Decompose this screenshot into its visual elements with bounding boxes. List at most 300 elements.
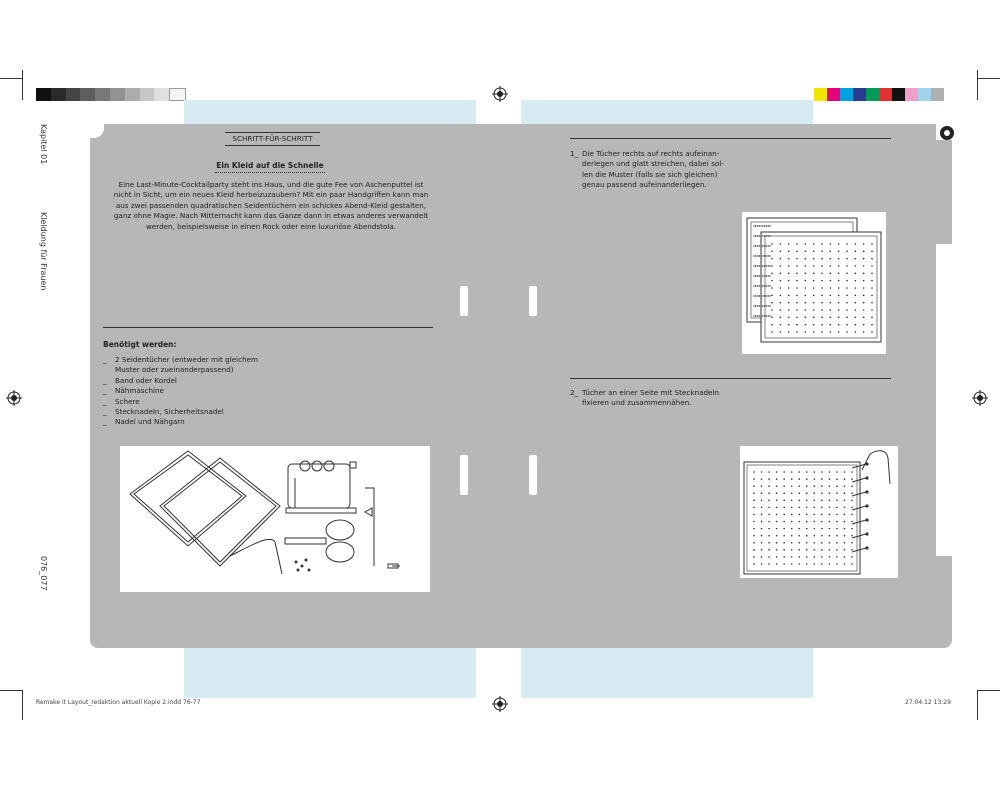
corner-badge-icon: [940, 126, 954, 140]
pattern-dot: [863, 309, 865, 311]
pattern-dot: [796, 295, 798, 297]
pattern-dot: [764, 265, 765, 266]
pattern-dot: [764, 275, 765, 276]
pattern-dot: [836, 507, 838, 509]
pattern-dot: [851, 549, 853, 551]
pattern-dot: [821, 324, 823, 326]
divider: [570, 138, 891, 139]
pattern-dot: [829, 542, 831, 544]
pattern-dot: [813, 302, 815, 304]
pattern-dot: [798, 542, 800, 544]
pattern-dot: [768, 285, 769, 286]
pattern-dot: [753, 542, 755, 544]
pattern-dot: [796, 324, 798, 326]
pattern-dot: [759, 235, 760, 236]
pattern-dot: [838, 243, 840, 245]
pattern-dot: [805, 324, 807, 326]
pattern-dot: [783, 535, 785, 537]
pattern-dot: [783, 563, 785, 565]
pattern-dot: [791, 563, 793, 565]
binding-slot: [529, 455, 537, 495]
pattern-dot: [788, 287, 790, 289]
pattern-dot: [788, 331, 790, 333]
list-item: _ 2 Seidentücher (entweder mit gleichem Muster oder zueinanderpassend): [103, 355, 259, 375]
pattern-dot: [821, 528, 823, 530]
color-swatch: [892, 88, 905, 101]
pattern-dot: [844, 563, 846, 565]
pattern-dot: [757, 225, 758, 226]
pattern-dot: [830, 317, 832, 319]
binding-slot: [529, 286, 537, 316]
pattern-dot: [846, 287, 848, 289]
pattern-dot: [764, 305, 765, 306]
pattern-dot: [762, 265, 763, 266]
pattern-dot: [821, 302, 823, 304]
pattern-dot: [821, 317, 823, 319]
pattern-dot: [805, 331, 807, 333]
crop-mark: [978, 78, 1000, 79]
pattern-dot: [836, 528, 838, 530]
pattern-dot: [761, 500, 763, 502]
pattern-dot: [766, 285, 767, 286]
pattern-dot: [851, 492, 853, 494]
pattern-dot: [755, 285, 756, 286]
pattern-dot: [776, 514, 778, 516]
pin-head: [865, 518, 868, 521]
pattern-dot: [805, 258, 807, 260]
pattern-dot: [836, 521, 838, 523]
pattern-dot: [788, 243, 790, 245]
pattern-dot: [788, 309, 790, 311]
pattern-dot: [836, 556, 838, 558]
pattern-dot: [769, 245, 770, 246]
pattern-dot: [783, 521, 785, 523]
pattern-dot: [755, 305, 756, 306]
pattern-dot: [829, 521, 831, 523]
pattern-dot: [780, 280, 782, 282]
pattern-dot: [760, 235, 761, 236]
pattern-dot: [768, 542, 770, 544]
step-2-illustration: [740, 446, 898, 578]
pattern-dot: [755, 295, 756, 296]
pattern-dot: [771, 317, 773, 319]
pattern-dot: [796, 302, 798, 304]
pattern-dot: [757, 285, 758, 286]
pattern-dot: [780, 317, 782, 319]
tab-notch: [936, 244, 956, 556]
pattern-dot: [814, 556, 816, 558]
divider: [570, 378, 891, 379]
pattern-dot: [753, 521, 755, 523]
list-item: _ Nähmaschine: [103, 386, 164, 396]
pattern-dot: [759, 285, 760, 286]
registration-mark-icon: [972, 390, 988, 406]
pattern-dot: [813, 280, 815, 282]
pattern-dot: [863, 258, 865, 260]
pattern-dot: [829, 478, 831, 480]
pattern-dot: [783, 549, 785, 551]
pattern-dot: [761, 478, 763, 480]
pattern-dot: [768, 485, 770, 487]
pattern-dot: [836, 478, 838, 480]
pattern-dot: [771, 324, 773, 326]
pattern-dot: [836, 500, 838, 502]
pattern-dot: [805, 295, 807, 297]
pattern-dot: [764, 315, 765, 316]
kicker-label: SCHRITT-FÜR-SCHRITT: [225, 132, 320, 146]
pattern-dot: [863, 302, 865, 304]
pattern-dot: [821, 521, 823, 523]
pattern-dot: [757, 255, 758, 256]
pattern-dot: [791, 507, 793, 509]
pattern-dot: [757, 315, 758, 316]
materials-list: [103, 355, 303, 428]
pattern-dot: [753, 275, 754, 276]
pattern-dot: [771, 258, 773, 260]
pattern-dot: [871, 273, 873, 275]
pattern-dot: [755, 235, 756, 236]
pattern-dot: [863, 287, 865, 289]
binding-slot: [460, 286, 468, 316]
color-swatch: [840, 88, 853, 101]
pattern-dot: [771, 265, 773, 267]
pattern-dot: [796, 287, 798, 289]
pattern-dot: [753, 235, 754, 236]
pattern-dot: [805, 251, 807, 253]
pattern-dot: [780, 295, 782, 297]
pattern-dot: [760, 225, 761, 226]
pattern-dot: [844, 514, 846, 516]
pattern-dot: [863, 280, 865, 282]
pattern-dot: [871, 324, 873, 326]
pattern-dot: [829, 507, 831, 509]
slug-filename: Remake it Layout_redaktion aktuell Kopie 2.indd 76-77: [36, 699, 201, 706]
pattern-dot: [806, 478, 808, 480]
pattern-dot: [768, 471, 770, 473]
pattern-dot: [836, 542, 838, 544]
pattern-dot: [846, 295, 848, 297]
pattern-dot: [771, 331, 773, 333]
pattern-dot: [771, 287, 773, 289]
pattern-dot: [771, 302, 773, 304]
registration-mark-icon: [6, 390, 22, 406]
pattern-dot: [821, 287, 823, 289]
color-swatch: [853, 88, 866, 101]
pattern-dot: [836, 492, 838, 494]
pattern-dot: [813, 243, 815, 245]
pattern-dot: [830, 273, 832, 275]
pattern-dot: [844, 556, 846, 558]
materials-heading: Benötigt werden:: [103, 340, 177, 349]
pattern-dot: [761, 521, 763, 523]
pattern-dot: [788, 273, 790, 275]
pattern-dot: [851, 514, 853, 516]
pattern-dot: [755, 265, 756, 266]
pattern-dot: [844, 478, 846, 480]
pattern-dot: [776, 478, 778, 480]
pattern-dot: [764, 225, 765, 226]
pattern-dot: [846, 309, 848, 311]
pattern-dot: [755, 225, 756, 226]
pattern-dot: [759, 255, 760, 256]
pattern-dot: [771, 295, 773, 297]
pattern-dot: [838, 251, 840, 253]
pattern-dot: [764, 255, 765, 256]
pattern-dot: [753, 500, 755, 502]
pattern-dot: [871, 258, 873, 260]
pattern-dot: [766, 235, 767, 236]
pattern-dot: [851, 542, 853, 544]
pattern-dot: [753, 265, 754, 266]
pattern-dot: [776, 485, 778, 487]
intro-paragraph: Eine Last-Minute-Cocktailparty steht ins Haus, und die gute Fee von Aschenputtel ist nicht in Sicht, um ein neues Kleid herbeizuzaubern? Mit ein paar Handgriffen kann man aus zwei passenden quadratischen Seidentüchern ein schickes Abend-Kleid gestalten, ganz ohne Magie. Nach Mitternacht kann das Ganze dann in etwas anderes verwandelt werden, beispielsweise in einen Rock oder eine luxuriöse Abendstola.: [113, 180, 429, 231]
pattern-dot: [844, 492, 846, 494]
crop-mark: [0, 690, 22, 691]
pattern-dot: [753, 492, 755, 494]
pattern-dot: [829, 514, 831, 516]
pattern-dot: [871, 295, 873, 297]
pattern-dot: [780, 273, 782, 275]
pattern-dot: [769, 305, 770, 306]
pattern-dot: [761, 471, 763, 473]
pattern-dot: [806, 549, 808, 551]
pattern-dot: [769, 265, 770, 266]
pattern-dot: [762, 285, 763, 286]
pattern-dot: [836, 471, 838, 473]
pattern-dot: [846, 251, 848, 253]
pattern-dot: [798, 563, 800, 565]
pattern-dot: [753, 478, 755, 480]
pattern-dot: [796, 251, 798, 253]
pattern-dot: [791, 500, 793, 502]
pattern-dot: [814, 535, 816, 537]
pattern-dot: [806, 492, 808, 494]
pattern-dot: [805, 317, 807, 319]
pattern-dot: [821, 280, 823, 282]
section-label: Kleidung für Frauen: [39, 212, 48, 291]
pattern-dot: [813, 273, 815, 275]
pattern-dot: [796, 243, 798, 245]
pattern-dot: [762, 255, 763, 256]
pattern-dot: [768, 235, 769, 236]
pattern-dot: [844, 542, 846, 544]
pattern-dot: [855, 258, 857, 260]
pattern-dot: [838, 324, 840, 326]
pattern-dot: [838, 265, 840, 267]
pattern-dot: [761, 492, 763, 494]
pattern-dot: [846, 273, 848, 275]
pattern-dot: [814, 563, 816, 565]
pattern-dot: [855, 309, 857, 311]
pattern-dot: [776, 500, 778, 502]
pattern-dot: [846, 317, 848, 319]
pattern-dot: [871, 280, 873, 282]
pin-head: [865, 504, 868, 507]
pattern-dot: [836, 514, 838, 516]
pattern-dot: [761, 549, 763, 551]
pattern-dot: [829, 528, 831, 530]
pattern-dot: [855, 324, 857, 326]
pattern-dot: [844, 500, 846, 502]
pattern-dot: [846, 243, 848, 245]
pattern-dot: [821, 492, 823, 494]
pattern-dot: [836, 563, 838, 565]
pattern-dot: [788, 302, 790, 304]
pattern-dot: [829, 485, 831, 487]
pattern-dot: [769, 235, 770, 236]
pattern-dot: [769, 225, 770, 226]
list-item: _ Stecknadeln, Sicherheitsnadel: [103, 407, 224, 417]
pattern-dot: [838, 258, 840, 260]
pattern-dot: [753, 295, 754, 296]
pattern-dot: [851, 535, 853, 537]
pattern-dot: [806, 500, 808, 502]
pattern-dot: [791, 556, 793, 558]
pattern-dot: [806, 528, 808, 530]
pattern-dot: [814, 471, 816, 473]
pattern-dot: [796, 280, 798, 282]
pattern-dot: [814, 514, 816, 516]
pattern-dot: [821, 485, 823, 487]
pattern-dot: [821, 309, 823, 311]
pattern-dot: [830, 331, 832, 333]
pattern-dot: [851, 521, 853, 523]
pattern-dot: [753, 285, 754, 286]
crop-mark: [977, 70, 978, 100]
pattern-dot: [783, 500, 785, 502]
pattern-dot: [805, 287, 807, 289]
pattern-dot: [753, 245, 754, 246]
pattern-dot: [764, 295, 765, 296]
pattern-dot: [821, 549, 823, 551]
pattern-dot: [764, 245, 765, 246]
pattern-dot: [761, 535, 763, 537]
pattern-dot: [846, 258, 848, 260]
pattern-dot: [757, 235, 758, 236]
pattern-dot: [776, 528, 778, 530]
pattern-dot: [768, 305, 769, 306]
pattern-dot: [821, 265, 823, 267]
pattern-dot: [783, 556, 785, 558]
pattern-dot: [806, 563, 808, 565]
pattern-dot: [776, 542, 778, 544]
pattern-dot: [771, 280, 773, 282]
pattern-dot: [806, 471, 808, 473]
pattern-dot: [791, 542, 793, 544]
pattern-dot: [871, 243, 873, 245]
pattern-dot: [788, 317, 790, 319]
pattern-dot: [766, 265, 767, 266]
pattern-dot: [759, 225, 760, 226]
crop-mark: [0, 78, 22, 79]
pattern-dot: [791, 492, 793, 494]
pattern-dot: [838, 295, 840, 297]
slug-datetime: 27.04.12 13:29: [905, 699, 951, 706]
pattern-dot: [846, 280, 848, 282]
pattern-dot: [755, 275, 756, 276]
pattern-dot: [838, 273, 840, 275]
pattern-dot: [761, 485, 763, 487]
pattern-dot: [788, 295, 790, 297]
color-swatch: [866, 88, 879, 101]
pattern-dot: [768, 315, 769, 316]
greyscale-strip: [36, 88, 186, 101]
pattern-dot: [838, 331, 840, 333]
pattern-dot: [768, 549, 770, 551]
pattern-dot: [768, 563, 770, 565]
pattern-dot: [759, 305, 760, 306]
pattern-dot: [780, 258, 782, 260]
pattern-dot: [768, 295, 769, 296]
pattern-dot: [780, 243, 782, 245]
pattern-dot: [798, 500, 800, 502]
pattern-dot: [836, 485, 838, 487]
pattern-dot: [851, 500, 853, 502]
pin-head: [865, 546, 868, 549]
pattern-dot: [814, 492, 816, 494]
pattern-dot: [830, 309, 832, 311]
pattern-dot: [863, 265, 865, 267]
pattern-dot: [755, 245, 756, 246]
pattern-dot: [813, 295, 815, 297]
pattern-dot: [813, 287, 815, 289]
pattern-dot: [791, 471, 793, 473]
pattern-dot: [798, 507, 800, 509]
pattern-dot: [753, 305, 754, 306]
pattern-dot: [829, 535, 831, 537]
list-item: _ Band oder Kordel: [103, 375, 177, 385]
pattern-dot: [830, 302, 832, 304]
pattern-dot: [871, 265, 873, 267]
pattern-dot: [783, 478, 785, 480]
pattern-dot: [855, 317, 857, 319]
pattern-dot: [776, 563, 778, 565]
step-2: 2_ Tücher an einer Seite mit Stecknadeln fixieren und zusammennähen.: [570, 388, 720, 408]
crop-mark: [22, 690, 23, 720]
pattern-dot: [814, 521, 816, 523]
pattern-dot: [821, 563, 823, 565]
pattern-dot: [863, 295, 865, 297]
pattern-dot: [769, 285, 770, 286]
color-swatch: [905, 88, 918, 101]
pattern-dot: [783, 471, 785, 473]
pattern-dot: [768, 255, 769, 256]
pattern-dot: [771, 251, 773, 253]
pattern-dot: [766, 295, 767, 296]
chapter-label: Kapitel 01: [39, 124, 48, 165]
pattern-dot: [755, 315, 756, 316]
pattern-dot: [838, 309, 840, 311]
pattern-dot: [762, 235, 763, 236]
pattern-dot: [798, 485, 800, 487]
pattern-dot: [863, 243, 865, 245]
pattern-dot: [863, 324, 865, 326]
pattern-dot: [753, 507, 755, 509]
pattern-dot: [829, 492, 831, 494]
page-numbers: 076_077: [39, 556, 48, 591]
divider: [103, 327, 433, 328]
pattern-dot: [768, 245, 769, 246]
pattern-dot: [821, 251, 823, 253]
pattern-dot: [771, 309, 773, 311]
pattern-dot: [821, 556, 823, 558]
pattern-dot: [759, 275, 760, 276]
pattern-dot: [761, 514, 763, 516]
pattern-dot: [798, 556, 800, 558]
step-1-illustration: [742, 212, 886, 354]
pattern-dot: [805, 280, 807, 282]
pattern-dot: [753, 315, 754, 316]
